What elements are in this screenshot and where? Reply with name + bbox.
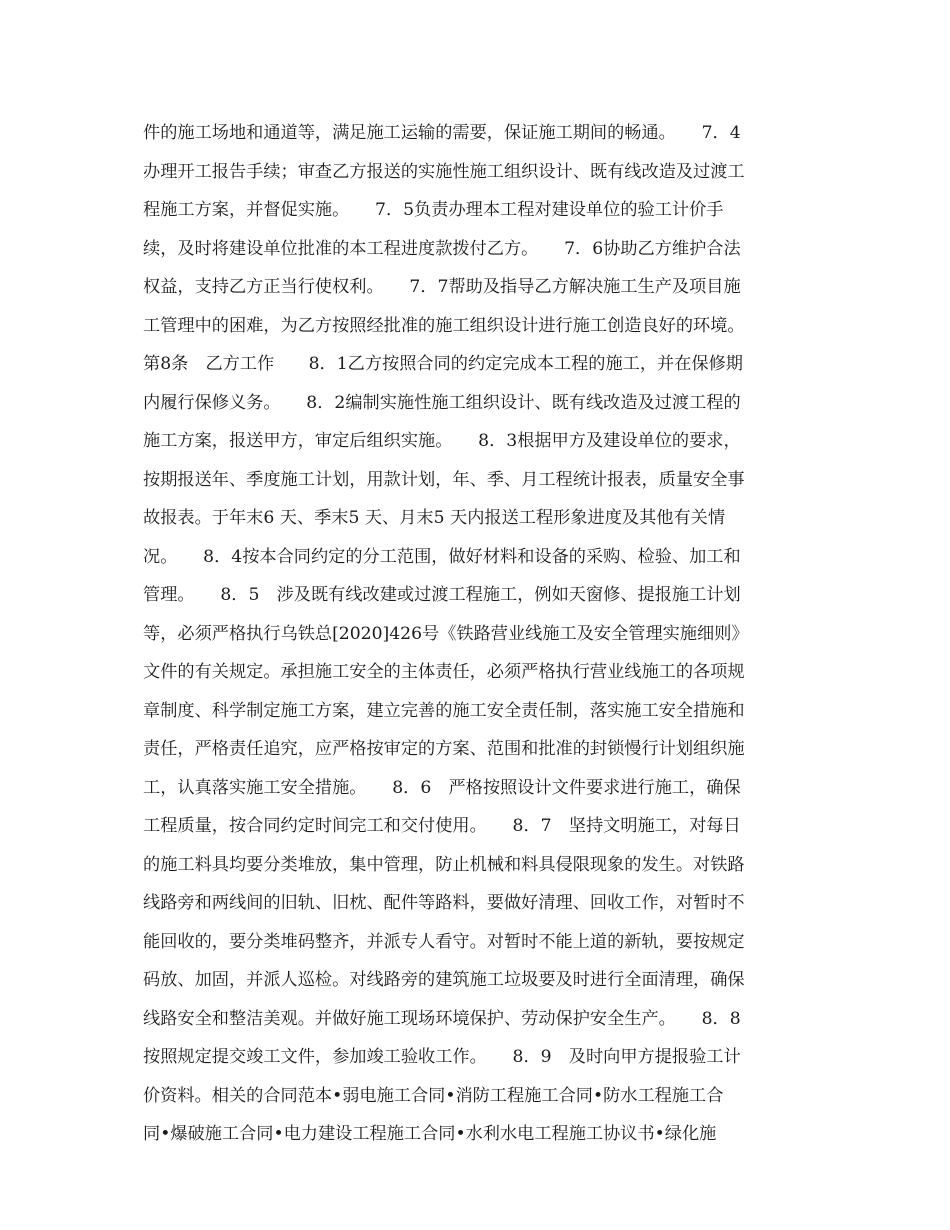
- text-line: 管理。 8．5 涉及既有线改建或过渡工程施工，例如天窗修、提报施工计划: [143, 585, 741, 605]
- text-line: 权益，支持乙方正当行使权利。 7．7帮助及指导乙方解决施工生产及项目施: [143, 277, 741, 297]
- text-line: 按照规定提交竣工文件，参加竣工验收工作。 8．9 及时向甲方提报验工计: [143, 1047, 741, 1067]
- text-line: 件的施工场地和通道等，满足施工运输的需要，保证施工期间的畅通。 7．4: [143, 123, 741, 143]
- text-line: 能回收的，要分类堆码整齐，并派专人看守。对暂时不能上道的新轨，要按规定: [143, 931, 745, 952]
- text-line: 程施工方案，并督促实施。 7．5负责办理本工程对建设单位的验工计价手: [143, 200, 724, 220]
- text-line: 章制度、科学制定施工方案，建立完善的施工安全责任制，落实施工安全措施和: [143, 700, 745, 721]
- text-line: 码放、加固，并派人巡检。对线路旁的建筑施工垃圾要及时进行全面清理，确保: [143, 970, 745, 990]
- text-line: 等，必须严格执行乌铁总[2020]426号《铁路营业线施工及安全管理实施细则》: [143, 623, 749, 644]
- text-line: 工程质量，按合同约定时间完工和交付使用。 8．7 坚持文明施工，对每日: [143, 816, 741, 836]
- text-line: 价资料。相关的合同范本•弱电施工合同•消防工程施工合同•防水工程施工合: [143, 1085, 724, 1106]
- text-line: 办理开工报告手续；审查乙方报送的实施性施工组织设计、既有线改造及过渡工: [143, 161, 745, 182]
- text-line: 责任，严格责任追究，应严格按审定的方案、范围和批准的封锁慢行计划组织施: [143, 739, 745, 759]
- text-line: 同•爆破施工合同•电力建设工程施工合同•水利水电工程施工协议书•绿化施: [143, 1124, 717, 1144]
- text-line: 第8条 乙方工作 8．1乙方按照合同的约定完成本工程的施工，并在保修期: [143, 354, 743, 374]
- text-line: 按期报送年、季度施工计划，用款计划，年、季、月工程统计报表，质量安全事: [143, 469, 745, 490]
- text-line: 续，及时将建设单位批准的本工程进度款拨付乙方。 7．6协助乙方维护合法: [143, 238, 741, 259]
- text-line: 文件的有关规定。承担施工安全的主体责任，必须严格执行营业线施工的各项规: [143, 662, 745, 682]
- text-line: 故报表。于年末6 天、季末5 天、月末5 天内报送工程形象进度及其他有关情: [143, 508, 726, 528]
- text-line: 工，认真落实施工安全措施。 8．6 严格按照设计文件要求进行施工，确保: [143, 777, 741, 798]
- contract-text-body: [143, 114, 803, 1154]
- text-line: 线路安全和整洁美观。并做好施工现场环境保护、劳动保护安全生产。 8．8: [143, 1008, 741, 1029]
- text-line: 况。 8．4按本合同约定的分工范围，做好材料和设备的采购、检验、加工和: [143, 546, 741, 567]
- text-line: 内履行保修义务。 8．2编制实施性施工组织设计、既有线改造及过渡工程的: [143, 392, 741, 413]
- text-line: 线路旁和两线间的旧轨、旧枕、配件等路料，要做好清理、回收工作，对暂时不: [143, 893, 745, 913]
- text-line: 的施工料具均要分类堆放，集中管理，防止机械和料具侵限现象的发生。对铁路: [143, 854, 745, 875]
- text-line: 工管理中的困难，为乙方按照经批准的施工组织设计进行施工创造良好的环境。: [143, 315, 745, 336]
- text-line: 施工方案，报送甲方，审定后组织实施。 8．3根据甲方及建设单位的要求，: [143, 431, 741, 451]
